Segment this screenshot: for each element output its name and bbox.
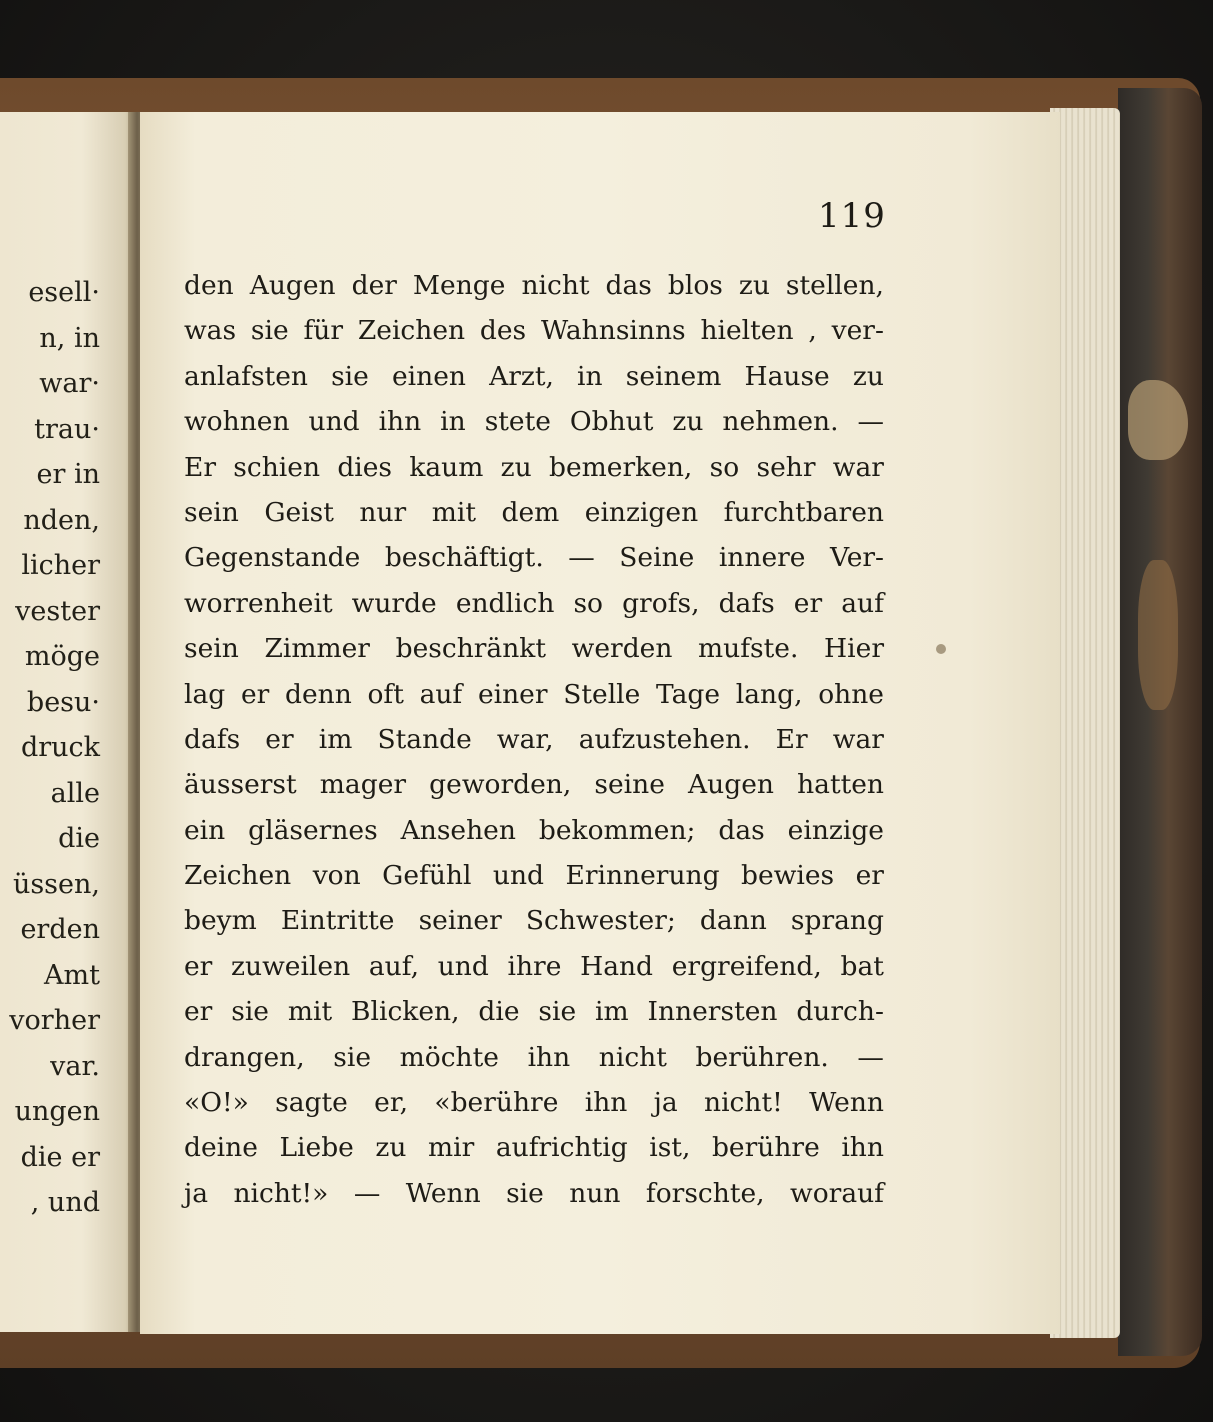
left-page-line: er in <box>36 459 100 490</box>
text-line: ein gläsernes Ansehen bekommen; das einzige <box>184 814 884 846</box>
left-page-line: vorher <box>9 1005 100 1036</box>
left-page-line: die <box>58 823 100 854</box>
left-page-line: war· <box>39 368 100 399</box>
left-page-line: var. <box>50 1050 100 1082</box>
text-line: was sie für Zeichen des Wahnsinns hielten , ver- <box>184 315 884 347</box>
left-page-line: , und <box>30 1187 100 1218</box>
page-body-text <box>184 263 884 1216</box>
text-line: den Augen der Menge nicht das blos zu stellen, <box>184 270 884 301</box>
left-page-line: ungen <box>14 1096 100 1127</box>
text-line: Er schien dies kaum zu bemerken, so sehr war <box>184 451 884 483</box>
left-page-line: Amt <box>44 959 100 991</box>
text-line: deine Liebe zu mir aufrichtig ist, berühre ihn <box>184 1132 884 1164</box>
text-line: lag er denn oft auf einer Stelle Tage lang, ohne <box>184 678 884 710</box>
page-number: 119 <box>818 196 886 236</box>
left-page-line: vester <box>15 595 100 627</box>
left-page-line: druck <box>20 732 100 763</box>
left-page-line: nden, <box>23 504 100 536</box>
text-line: sein Geist nur mit dem einzigen furchtbaren <box>184 496 884 528</box>
text-line: drangen, sie möchte ihn nicht berühren. — <box>184 1041 884 1073</box>
paper-stain <box>936 644 946 654</box>
left-page-line: üssen, <box>12 868 100 900</box>
cover-wear <box>1138 560 1178 710</box>
text-line: Zeichen von Gefühl und Erinnerung bewies er <box>184 860 884 892</box>
text-line: «O!» sagte er, «berühre ihn ja nicht! Wenn <box>184 1087 884 1119</box>
text-line: er sie mit Blicken, die sie im Innersten durch- <box>184 996 884 1028</box>
left-page-line: licher <box>21 550 100 581</box>
left-page-line: esell· <box>28 277 100 308</box>
left-page-line: trau· <box>34 413 100 445</box>
text-line: worrenheit wurde endlich so grofs, dafs er auf <box>184 587 884 619</box>
text-line: anlafsten sie einen Arzt, in seinem Hause zu <box>184 360 884 392</box>
text-line: dafs er im Stande war, aufzustehen. Er war <box>184 723 884 755</box>
text-line: ja nicht!» — Wenn sie nun forschte, worauf <box>184 1177 884 1209</box>
left-page-line: besu· <box>26 686 100 718</box>
left-page-line: alle <box>50 777 100 809</box>
text-line: Gegenstande beschäftigt. — Seine innere Ver- <box>184 542 884 574</box>
page-stack-edges <box>1050 108 1120 1338</box>
text-line: wohnen und ihn in stete Obhut zu nehmen. — <box>184 406 884 438</box>
text-line: sein Zimmer beschränkt werden mufste. Hier <box>184 633 884 665</box>
left-page-line: erden <box>20 914 100 945</box>
left-page <box>0 112 136 1332</box>
text-line: beym Eintritte seiner Schwester; dann sprang <box>184 905 884 937</box>
text-line: äusserst mager geworden, seine Augen hatten <box>184 769 884 801</box>
left-page-line: möge <box>24 641 100 672</box>
left-page-text <box>9 270 100 1226</box>
cover-edge <box>1118 88 1202 1356</box>
left-page-line: die er <box>20 1141 100 1173</box>
text-line: er zuweilen auf, und ihre Hand ergreifend, bat <box>184 950 884 982</box>
left-page-line: n, in <box>39 322 100 354</box>
